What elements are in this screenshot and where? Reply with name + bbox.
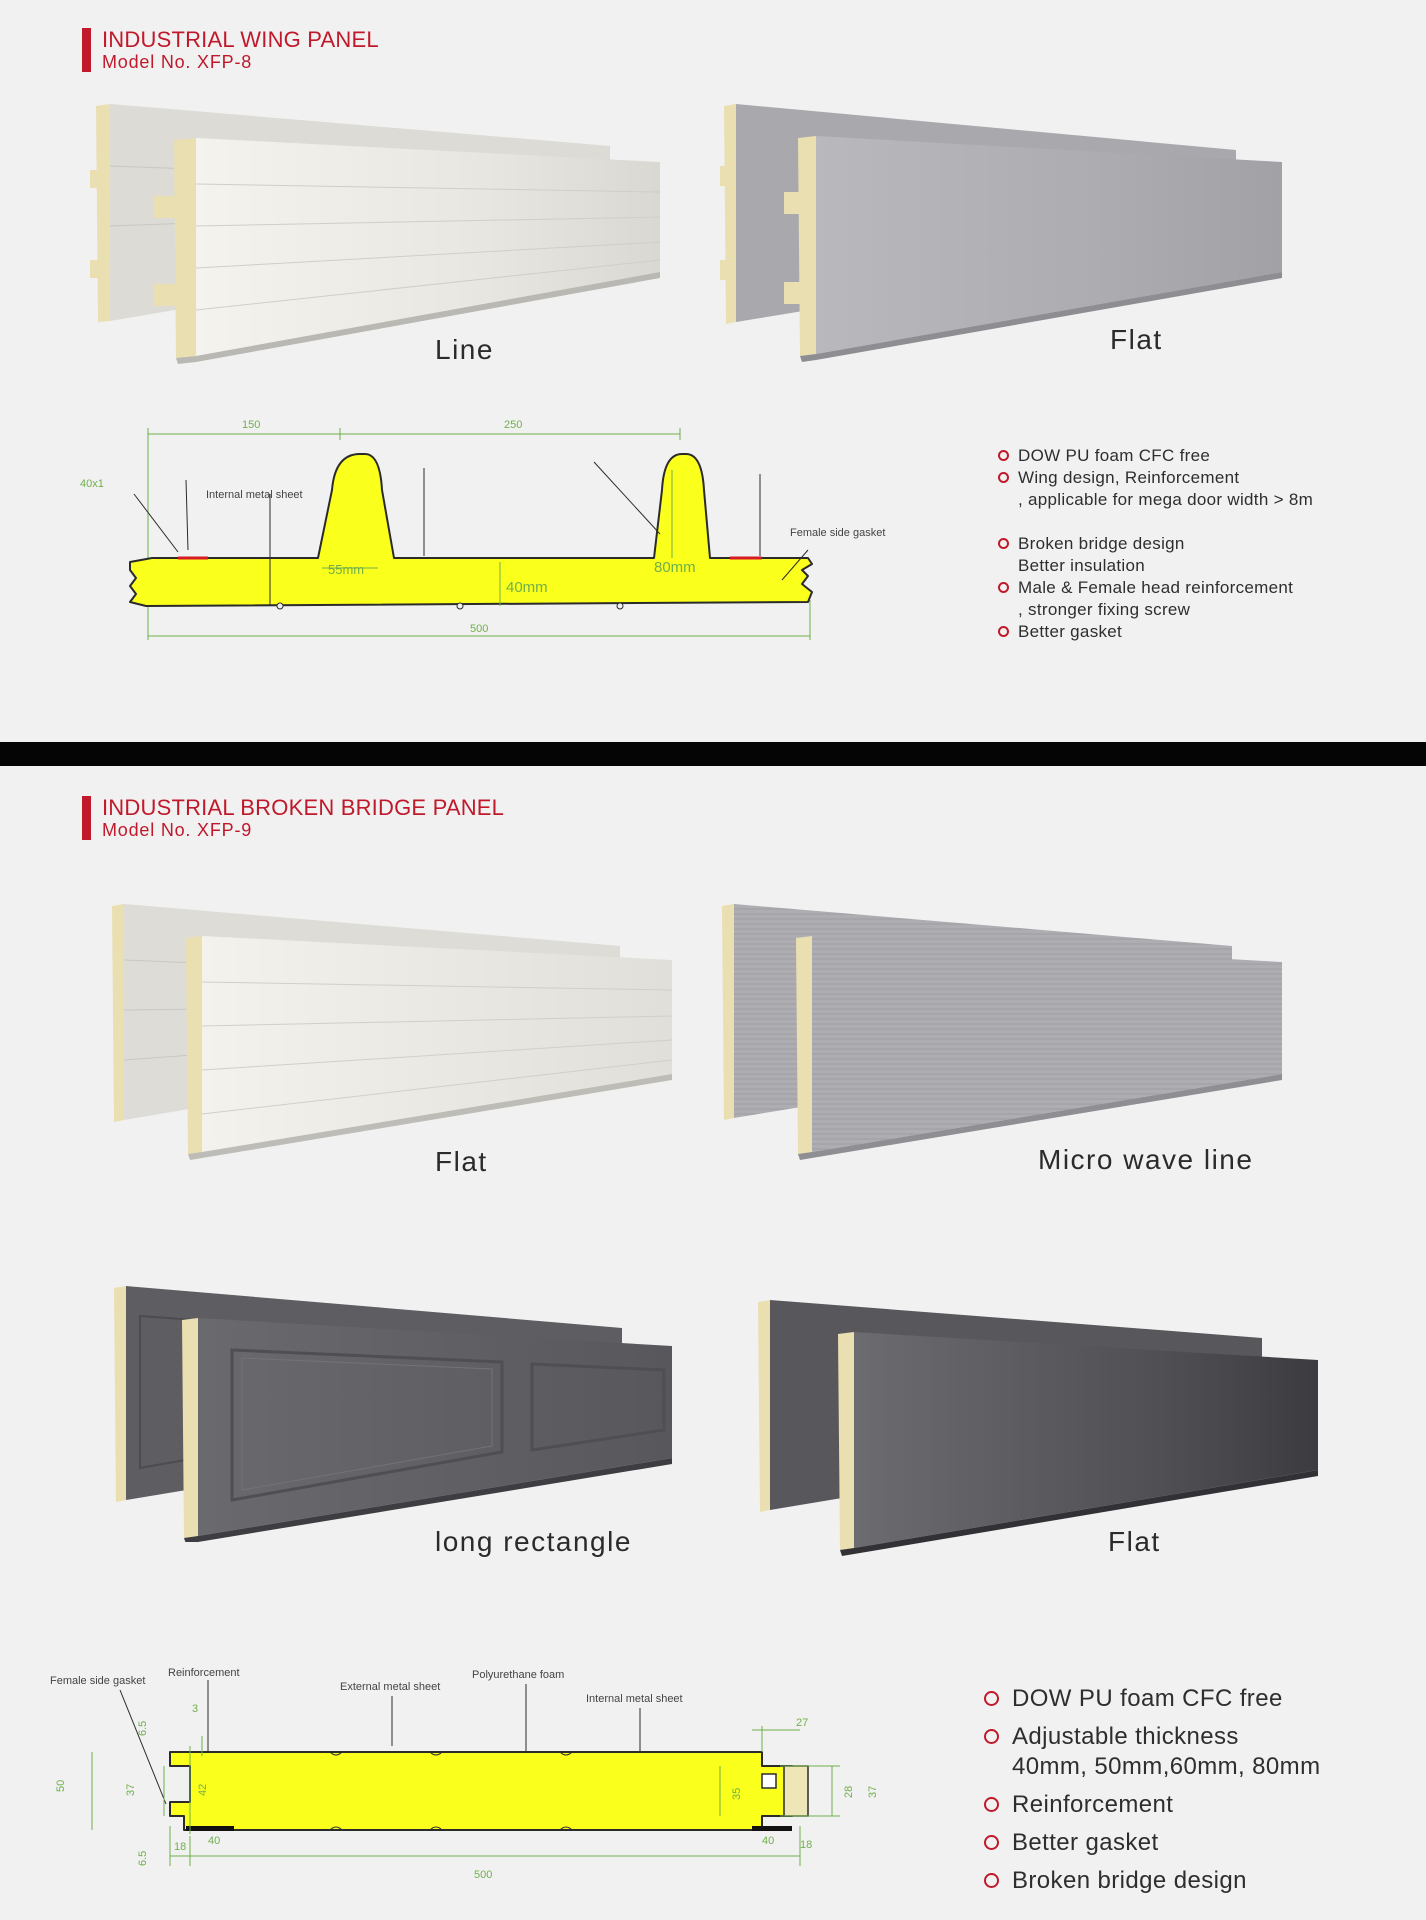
dim-label: 37 [125,1783,137,1796]
bullet-circle-icon [984,1797,999,1812]
panel-image-flat-dark [756,1296,1336,1556]
dim-label: 40 [208,1835,221,1847]
feature-item: Wing design, Reinforcement , applicable for mega door width > 8m [998,467,1313,511]
dim-label: 42 [197,1783,209,1796]
panel-caption: long rectangle [435,1526,632,1557]
dim-label: 40x1 [80,478,104,490]
model-number: Model No. XFP-9 [102,820,253,840]
feature-item: Reinforcement [984,1790,1320,1820]
panel-caption: Line [435,334,494,365]
bullet-circle-icon [998,626,1009,637]
bullet-circle-icon [998,472,1009,483]
section-wing-panel [0,0,1426,742]
diagram-label: Female side gasket [50,1675,146,1687]
panel-image-flat [720,100,1300,365]
bullet-circle-icon [998,582,1009,593]
section-title-block [82,796,504,840]
dim-label: 6.5 [137,1720,149,1736]
cross-section-diagram [40,1666,920,1906]
bullet-circle-icon [998,538,1009,549]
bullet-circle-icon [984,1729,999,1744]
dim-label: 27 [796,1717,809,1729]
dim-label: 250 [504,419,523,431]
panel-image-micro-wave-line [720,900,1300,1160]
diagram-label: Internal metal sheet [586,1693,683,1705]
panel-caption: Flat [435,1146,488,1177]
panel-image-long-rectangle [112,1282,692,1542]
bullet-circle-icon [984,1835,999,1850]
diagram-label: Reinforcement [168,1667,240,1679]
panel-caption: Micro wave line [1038,1144,1254,1175]
section-divider [0,742,1426,766]
section-title-block [82,28,379,72]
dim-label: 40mm [506,579,548,596]
dim-label: 55mm [328,562,365,577]
dim-label: 150 [242,419,261,431]
feature-item: Better gasket [998,621,1313,643]
bullet-circle-icon [984,1873,999,1888]
feature-item: DOW PU foam CFC free [998,445,1313,467]
panel-image-flat-white [110,900,690,1160]
model-number: Model No. XFP-8 [102,52,253,72]
dim-label: 37 [867,1785,879,1798]
dim-label: 35 [731,1787,743,1800]
bullet-circle-icon [984,1691,999,1706]
section-title: INDUSTRIAL BROKEN BRIDGE PANEL [102,795,505,820]
dim-label: 18 [174,1841,187,1853]
diagram-label: External metal sheet [340,1681,441,1693]
panel-image-line [90,96,670,366]
bullet-circle-icon [998,450,1009,461]
dim-label: 28 [843,1785,855,1798]
diagram-label: Polyurethane foam [472,1669,565,1681]
dim-label: 6.5 [137,1850,149,1866]
section-broken-bridge-panel [0,766,1426,1920]
section-title: INDUSTRIAL WING PANEL [102,27,379,52]
feature-item: Adjustable thickness 40mm, 50mm,60mm, 80mm [984,1722,1320,1782]
feature-list [984,1684,1320,1896]
panel-caption: Flat [1110,324,1163,355]
feature-item: Better gasket [984,1828,1320,1858]
dim-label: 500 [470,623,489,635]
feature-item: Male & Female head reinforcement , stronger fixing screw [998,577,1313,621]
feature-list [998,445,1313,643]
dim-label: 3 [192,1703,199,1715]
feature-item: Broken bridge design [984,1866,1320,1896]
feature-item: DOW PU foam CFC free [984,1684,1320,1714]
panel-caption: Flat [1108,1526,1161,1557]
feature-item: Broken bridge design Better insulation [998,533,1313,577]
diagram-label: Female side gasket [790,527,886,539]
dim-label: 40 [762,1835,775,1847]
dim-label: 50 [55,1779,67,1792]
dim-label: 80mm [654,559,696,576]
dim-label: 18 [800,1839,813,1851]
cross-section-diagram [60,410,910,650]
dim-label: 500 [474,1869,493,1881]
diagram-label: Internal metal sheet [206,489,303,501]
